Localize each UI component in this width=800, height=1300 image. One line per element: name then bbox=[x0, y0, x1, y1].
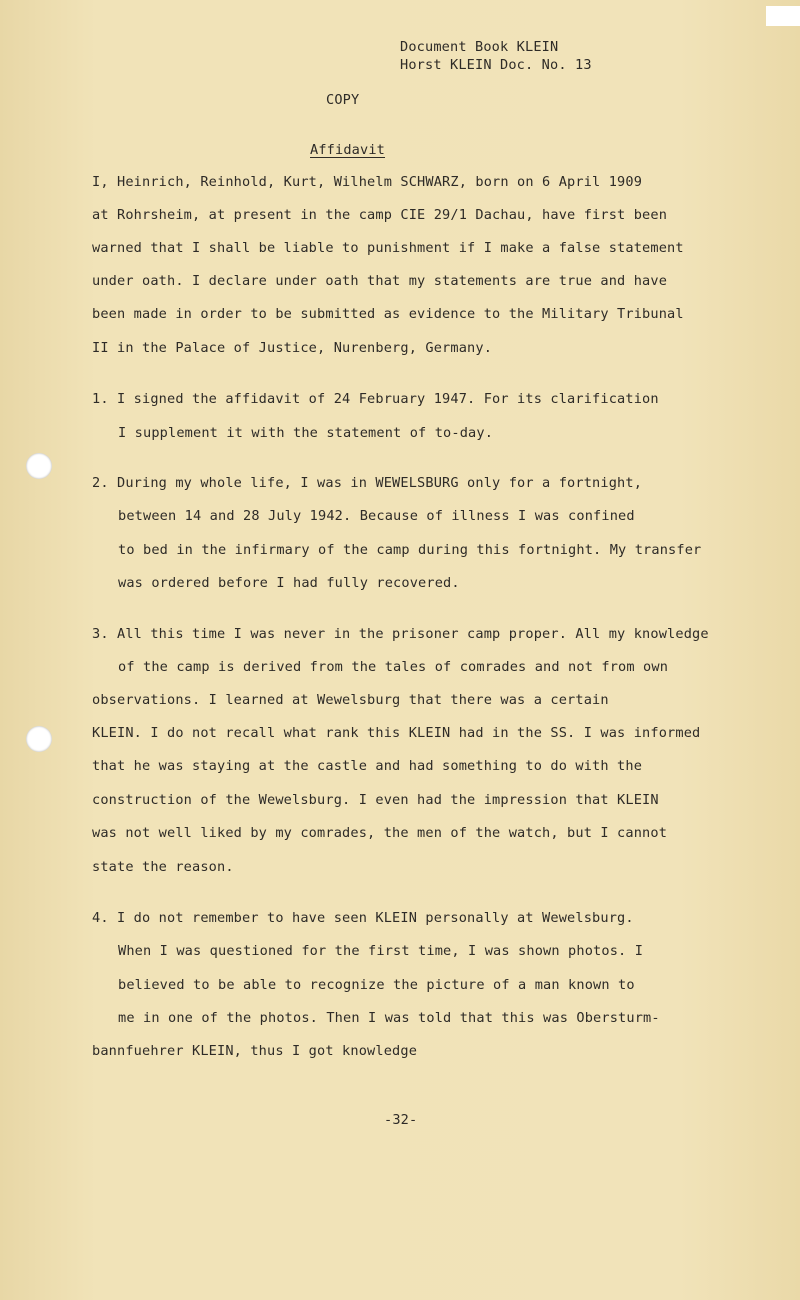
intro-line: warned that I shall be liable to punishment if I make a false statement bbox=[92, 240, 684, 256]
paragraph-4-line: believed to be able to recognize the picture of a man known to bbox=[118, 977, 635, 993]
paragraph-3-line: that he was staying at the castle and had something to do with the bbox=[92, 758, 643, 774]
copy-label: COPY bbox=[326, 92, 360, 108]
paragraph-3-line: was not well liked by my comrades, the men of the watch, but I cannot bbox=[92, 825, 668, 841]
paragraph-3-line: construction of the Wewelsburg. I even had the impression that KLEIN bbox=[92, 792, 659, 808]
paragraph-2-line: between 14 and 28 July 1942. Because of illness I was confined bbox=[118, 508, 635, 524]
paragraph-2-line: was ordered before I had fully recovered. bbox=[118, 575, 460, 591]
paragraph-4-line: 4. I do not remember to have seen KLEIN personally at Wewelsburg. bbox=[92, 910, 634, 926]
paper-corner-tab bbox=[766, 6, 800, 26]
paragraph-3-line: 3. All this time I was never in the prisoner camp proper. All my knowledge bbox=[92, 626, 709, 642]
intro-line: I, Heinrich, Reinhold, Kurt, Wilhelm SCHWARZ, born on 6 April 1909 bbox=[92, 174, 643, 190]
paragraph-4-line: bannfuehrer KLEIN, thus I got knowledge bbox=[92, 1043, 418, 1059]
paragraph-3-line: observations. I learned at Wewelsburg that there was a certain bbox=[92, 692, 609, 708]
paragraph-4-line: When I was questioned for the first time, I was shown photos. I bbox=[118, 943, 644, 959]
intro-line: at Rohrsheim, at present in the camp CIE 29/1 Dachau, have first been bbox=[92, 207, 668, 223]
paragraph-3-line: of the camp is derived from the tales of comrades and not from own bbox=[118, 659, 669, 675]
paragraph-1-line: I supplement it with the statement of to-day. bbox=[118, 425, 494, 441]
page-title: Affidavit bbox=[310, 142, 386, 158]
punch-hole-bottom bbox=[26, 726, 52, 752]
paragraph-2-line: to bed in the infirmary of the camp during this fortnight. My transfer bbox=[118, 542, 702, 558]
intro-line: under oath. I declare under oath that my statements are true and have bbox=[92, 273, 668, 289]
paragraph-1-line: 1. I signed the affidavit of 24 February 1947. For its clarification bbox=[92, 391, 659, 407]
document-number-label: Horst KLEIN Doc. No. 13 bbox=[400, 57, 592, 73]
document-book-label: Document Book KLEIN bbox=[400, 39, 559, 55]
paragraph-3-line: KLEIN. I do not recall what rank this KLEIN had in the SS. I was informed bbox=[92, 725, 701, 741]
paragraph-3-line: state the reason. bbox=[92, 859, 234, 875]
paragraph-2-line: 2. During my whole life, I was in WEWELSBURG only for a fortnight, bbox=[92, 475, 643, 491]
paragraph-4-line: me in one of the photos. Then I was told that this was Obersturm- bbox=[118, 1010, 660, 1026]
intro-line: II in the Palace of Justice, Nurenberg, Germany. bbox=[92, 340, 493, 356]
punch-hole-top bbox=[26, 453, 52, 479]
intro-line: been made in order to be submitted as evidence to the Military Tribunal bbox=[92, 306, 684, 322]
page-number: -32- bbox=[384, 1112, 418, 1128]
